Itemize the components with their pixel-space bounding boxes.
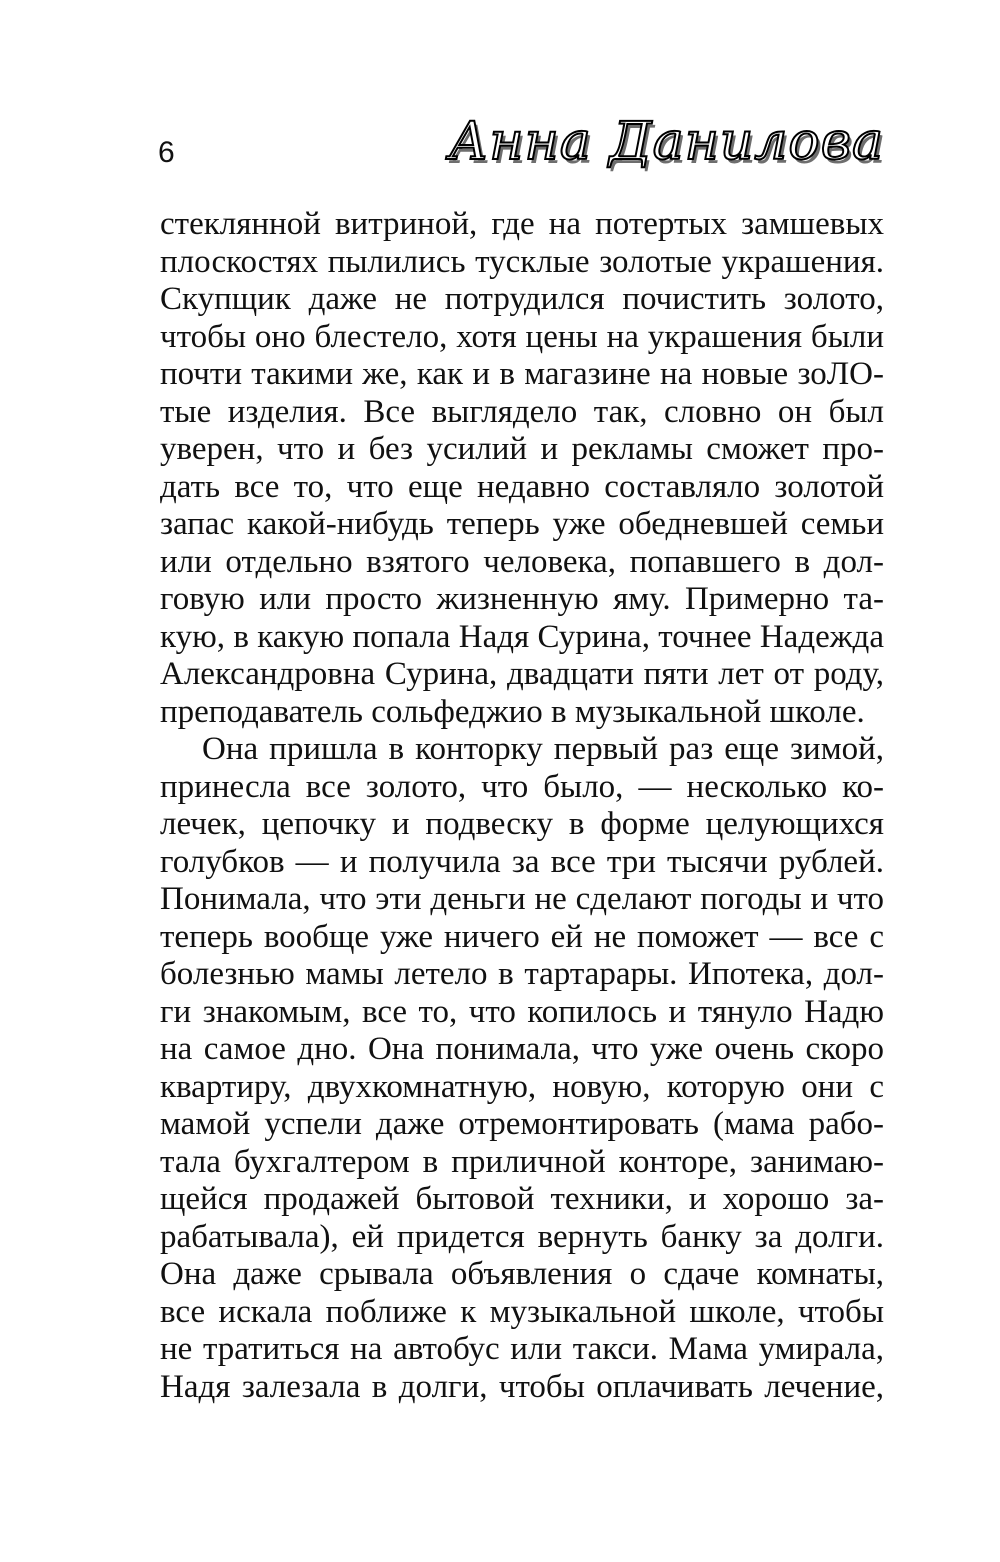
text-line: Понимала, что эти деньги не сделают погоды и что <box>160 881 884 917</box>
text-line: все искала поближе к музыкальной школе, чтобы <box>160 1293 884 1330</box>
text-line: чтобы оно блестело, хотя цены на украшения были <box>160 318 884 355</box>
text-line: или отдельно взятого человека, попавшего в дол- <box>160 543 884 580</box>
text-line: Александровна Сурина, двадцати пяти лет от роду, <box>160 656 884 692</box>
text-line: на самое дно. Она понимала, что уже очень скоро <box>160 1031 884 1067</box>
running-header-author: Анна Данилова <box>448 112 884 172</box>
text-line: стеклянной витриной, где на потертых замшевых <box>160 206 884 242</box>
text-line: лечек, цепочку и подвеску в форме целующихся <box>160 806 884 842</box>
text-line: рабатывала), ей придется вернуть банку за долги. <box>160 1218 884 1255</box>
text-line: почти такими же, как и в магазине на новые зоЛО- <box>160 356 884 392</box>
text-line: голубков — и получила за все три тысячи рублей. <box>160 843 884 880</box>
text-line: дать все то, что еще недавно составляло золотой <box>160 468 884 505</box>
paragraph-2 <box>160 731 884 1406</box>
text-line: не тратиться на автобус или такси. Мама умирала, <box>160 1331 884 1367</box>
body-text <box>160 206 884 1406</box>
text-line: преподаватель сольфеджио в музыкальной школе. <box>160 693 865 730</box>
text-line: мамой успели даже отремонтировать (мама рабо- <box>160 1106 884 1142</box>
text-line: принесла все золото, что было, — несколько ко- <box>160 768 884 805</box>
text-line: тала бухгалтером в приличной конторе, занимаю- <box>160 1143 884 1180</box>
text-line: запас какой-нибудь теперь уже обедневшей семьи <box>160 506 884 542</box>
text-line: тые изделия. Все выглядело так, словно он был <box>160 393 884 430</box>
text-line: говую или просто жизненную яму. Примерно та- <box>160 581 884 617</box>
text-line: Надя залезала в долги, чтобы оплачивать лечение, <box>160 1368 884 1405</box>
text-line: кую, в какую попала Надя Сурина, точнее Надежда <box>160 618 884 655</box>
text-line: Скупщик даже не потрудился почистить золото, <box>160 281 884 317</box>
page-number: 6 <box>158 136 175 169</box>
paragraph-1 <box>160 206 884 731</box>
text-line: теперь вообще уже ничего ей не поможет — все с <box>160 918 884 955</box>
text-line: щейся продажей бытовой техники, и хорошо за- <box>160 1181 884 1217</box>
text-line: болезнью мамы летело в тартарары. Ипотека, дол- <box>160 956 884 992</box>
text-line: плоскостях пылились тусклые золотые украшения. <box>160 243 884 280</box>
text-line: уверен, что и без усилий и рекламы сможет про- <box>160 431 884 467</box>
text-line: квартиру, двухкомнатную, новую, которую они с <box>160 1068 884 1105</box>
text-line: Она даже срывала объявления о сдаче комнаты, <box>160 1256 884 1292</box>
text-line: Она пришла в конторку первый раз еще зимой, <box>202 731 884 767</box>
text-line: ги знакомым, все то, что копилось и тянуло Надю <box>160 993 884 1030</box>
